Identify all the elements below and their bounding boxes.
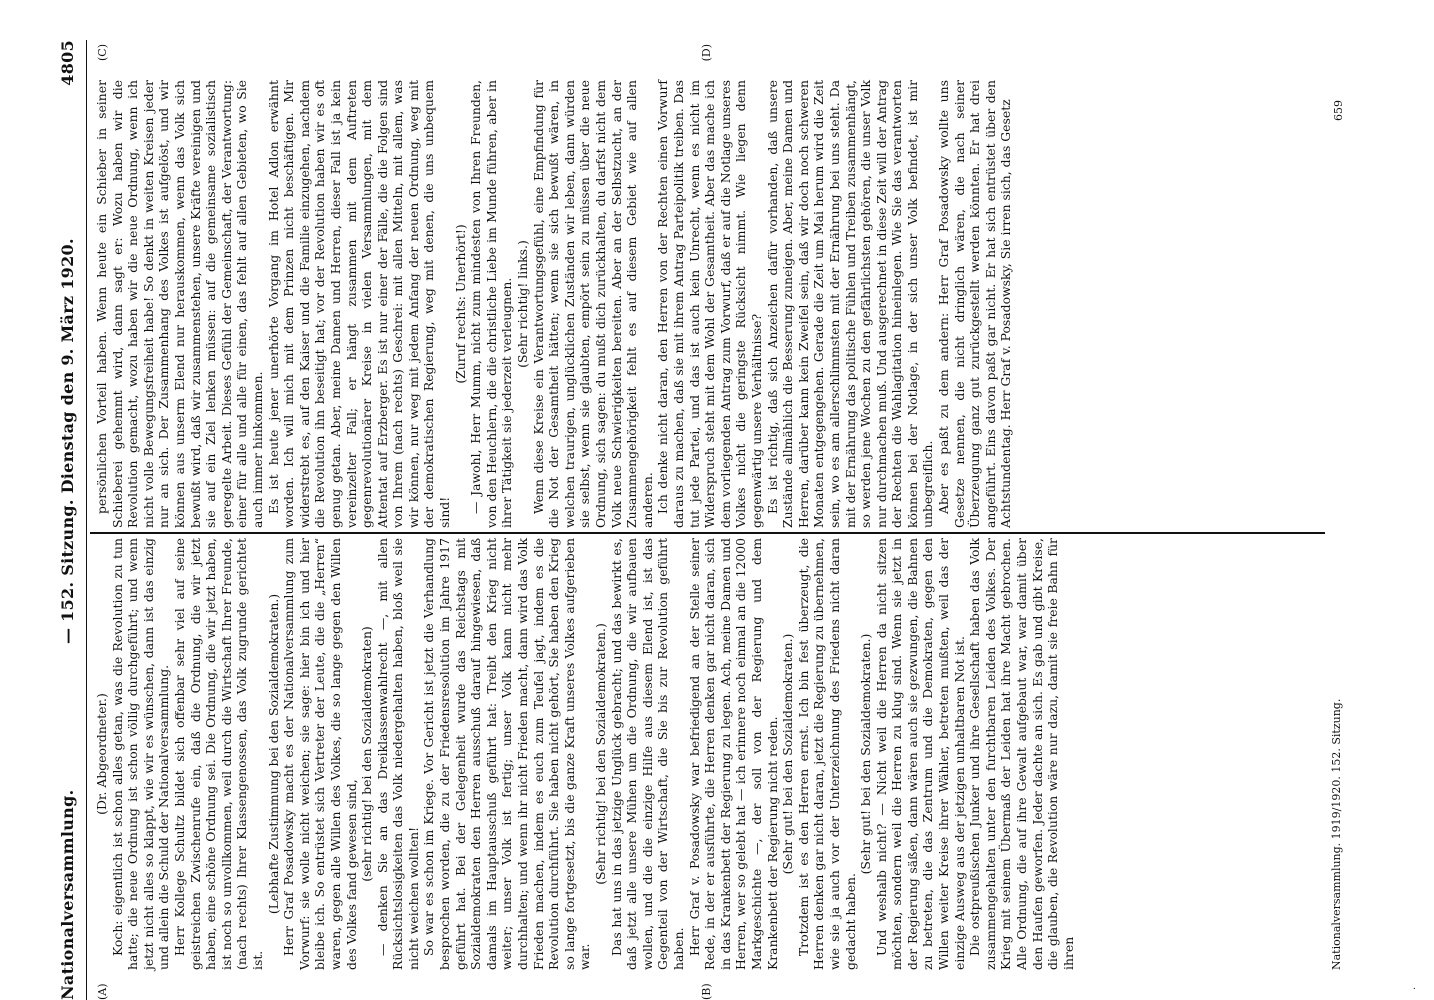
document-page [0,40,1355,1000]
right-column-paragraph: Ich denke nicht daran, den Herren von der Rechten einen Vorwurf daraus zu machen, daß sie mit ihrem Antrag Parteipolitik treiben. Das tut jede Partei, und das ist auch kein Unrecht, wenn es nicht im Widerspruch steht mit dem Wohl der Gesamtheit. Aber das mache ich dem vorliegenden Antrag zum Vorwurf, daß er auf die Notlage unseres Volkes nicht die geringste Rücksicht nimmt. Wie liegen denn gegenwärtig unsere Verhältnisse? [655,80,764,528]
header-left: Nationalversammlung. [58,789,77,1000]
right-column-paragraph: — Jawohl, Herr Mumm, nicht zum mindesten von Ihren Freunden, von den Heuchlern, die die christliche Liebe im Munde führen, aber in ihrer Tätigkeit sie jederzeit verleugnen. [468,80,515,528]
right-column-paragraph: Es ist richtig, daß sich Anzeichen dafür vorhanden, daß unsere Zustände allmählich die Besserung zuneigen. Aber, meine Damen und Herren, darüber kann kein Zweifel sein, daß wir doch noch schweren Monaten entgegengehen. Gerade die Zeit um Mai herum wird die Zeit sein, wo es am allerschlimmsten mit der Ernährung bei uns steht. Da mit der Ernährung das politische Fühlen und Treiben zusammenhängt, so werden jene Wochen zu den gefährlichsten gehören, die unser Volk nur durchmachen muß. Und ausgerechnet in diese Zeit will der Antrag der Rechten die Wahlagitation hineinlegen. Wie Sie das verantworten können bei der Notlage, in der sich unser Volk befindet, ist mir unbegreiflich. [764,80,936,528]
margin-marker-d: (D) [700,44,713,62]
header-page-number: 4805 [58,40,77,86]
left-column-paragraph: (sehr richtig! bei den Sozialdemokraten) [359,626,375,882]
page-footer: Nationalversammlung. 1919/1920. 152. Sitzung. [1330,698,1343,970]
left-column-paragraph: Herr Kollege Schultz bildet sich offenbar sehr viel auf seine geistreichen Zwischenrufe ein, daß die Ordnung, die wir jetzt haben, eine schöne Ordnung sei. Die Ordnung, die wir jetzt haben, ist noch so unvollkommen, weil durch die Wirtschaft Ihrer Freunde, (nach rechts) Ihrer Klassengenossen, das Volk zugrunde gerichtet ist. [171,538,265,970]
right-column-paragraph: (Zuruf rechts: Unerhört!) [452,224,468,384]
header-center: — 152. Sitzung. Dienstag den 9. März 1920. [58,238,77,644]
left-column-paragraph: (Sehr gut! bei den Sozialdemokraten.) [780,633,796,875]
digitization-strip: · [1410,986,1421,990]
right-column-paragraph: persönlichen Vorteil haben. Wenn heute ein Schieber in seiner Schieberei gehemmt wird, dann sagt er: Wozu haben wir die Revolution gemacht, wozu haben wir die neue Ordnung, wenn ich nicht volle Bewegungsfreiheit habe! So denkt in weiten Kreisen jeder nur an sich. Der Zusammenhang des Volkes ist aufgelöst, und wir können aus unserm Elend nur herauskommen, wenn das Volk sich bewußt wird, daß wir zusammenstehen, unsere Kräfte vereinigen und sie auf ein Ziel lenken müssen: auf die gemeinsame sozialistisch geregelte Arbeit. Dieses Gefühl der Gemeinschaft, der Verantwortung: einer für alle und alle für einen, das fehlt auf allen Gebieten, wo Sie auch immer hinkommen. [94,80,265,528]
left-column-paragraph: (Sehr gut! bei den Sozialdemokraten.) [858,633,874,875]
column-divider [90,532,1325,534]
left-column-paragraph: (Sehr richtig! bei den Sozialdemokraten.) [593,623,608,885]
right-column-paragraph: Es ist heute jener unerhörte Vorgang im Hotel Adlon erwähnt worden. Ich will mich mit dem Prinzen nicht beschäftigen. Mir widerstrebt es, auf den Kaiser und die Familie einzugehen, nachdem die Revolution ihn beseitigt hat; vor der Revolution haben wir es oft genug getan. Aber, meine Damen und Herren, dieser Fall ist ja kein vereinzelter Fall; er hängt zusammen mit dem Auftreten gegenrevolutionärer Kreise in vielen Versammlungen, mit dem Attentat auf Erzberger. Es ist nur einer der Fälle, die die Folgen sind von Ihrem (nach rechts) Geschrei: mit allen Mitteln, mit allem, was wir können, nur weg mit jedem Anfang der neuen Ordnung, weg mit der demokratischen Regierung, weg mit denen, die uns unbequem sind! [265,80,453,528]
left-column [94,538,1325,1000]
left-column-paragraph: Das hat uns in das jetzige Unglück gebracht; und das bewirkt es, daß jetzt alle unsere Mühen um die Ordnung, die wir aufbauen wollen, und die die einzige Hilfe aus diesem Elend ist, ist das Gegenteil von der Wirtschaft, die Sie bis zur Revolution geführt haben. [608,538,686,970]
margin-marker-c: (C) [96,44,109,61]
sheet-number: 659 [1332,100,1345,121]
left-column-paragraph: So war es schon im Kriege. Vor Gericht ist jetzt die Verhandlung besprochen worden, die zu der Friedensresolution im Jahre 1917 geführt hat. Bei der Gelegenheit wurde das Reichstags mit Sozialdemokraten den Herren ausschuß darauf hingewiesen, daß damals im Hauptausschuß geführt hat: Treibt den Krieg nicht weiter; unser Volk ist fertig; unser Volk kann nicht mehr durchhalten; und wenn ihr nicht Frieden macht, dann wird das Volk Frieden machen, indem es euch zum Teufel jagt, indem es die Revolution durchführt. Sie haben nicht gehört, Sie haben den Krieg so lange fortgesetzt, bis die ganze Kraft unseres Volkes aufgerieben war. [421,538,593,970]
margin-marker-b: (B) [700,983,713,1000]
left-column-paragraph: Herr Graf v. Posadowsky war befriedigend an der Stelle seiner Rede, in der er ausführte, die Herren denken gar nicht daran, sich in das Krankenbett der Regierung zu legen. Ach, meine Damen und Herren, wer so gelebt hat — ich erinnere noch einmal an die 12000 Markgeschichte —, der soll von der Regierung und dem Krankenbett der Regierung nicht reden. [686,538,780,970]
right-column-paragraph: Wenn diese Kreise ein Verantwortungsgefühl, eine Empfindung für die Not der Gesamtheit hätten; wenn sie sich bewußt wären, in welchen traurigen, unglücklichen Zuständen wir leben, dann würden sie selbst, wenn sie glaubten, empört sein zu müssen über die neue Ordnung, sich sagen: du mußt dich zurückhalten, du darfst nicht dem Volk neue Schwierigkeiten bereiten. Aber an der Selbstzucht, an der Zusammengehörigkeit fehlt es auf diesem Gebiet wie auf allen anderen. [530,80,655,528]
left-column-paragraph: (Lebhafte Zustimmung bei den Sozialdemokraten.) [265,593,281,915]
left-column-paragraph: Die ostpreußischen Junker und ihre Gesellschaft haben das Volk zusammengehalten unter den furchtbaren Leiden des Volkes. Der Krieg mit seinem Übermaß der Leiden hat ihre Macht gebrochen. Alle Ordnung, die auf ihre Gewalt aufgebaut war, war damit über den Haufen geworfen. Jeder dachte an sich. Es gab und gibt Kreise, die glauben, die Revolution wäre nur dazu, damit sie freie Bahn für ihren [967,538,1076,970]
left-column-paragraph: — denken Sie an das Dreiklassenwahlrecht —, mit allen Rücksichtslosigkeiten das Volk niedergehalten haben, bloß weil sie nicht weichen wollten! [374,538,421,970]
right-column-paragraph: Aber es paßt zu dem andern: Herr Graf Posadowsky wollte uns Gesetze nennen, die nicht dringlich wären, die nach seiner Überzeugung ganz gut zurückgestellt werden könnten. Er hat drei angeführt. Eins davon paßt gar nicht. Er hat sich entrüstet über den Achtstundentag. Herr Graf v. Posadowsky, Sie irren sich, das Gesetz [936,80,1014,528]
right-paragraphs [94,80,1014,528]
page-header [58,40,84,1000]
left-column-paragraph: Herr Graf Posadowsky macht es der Nationalversammlung zum Vorwurf: sie wolle nicht weichen; sie sage: hier bin ich und hier bleibe ich. So entrüstet sich Vertreter der Leute, die die „Herren“ waren, gegen alle Willen des Volkes, die so lange gegen den Willen des Volkes fand gewesen sind, [281,538,359,970]
left-paragraphs [110,538,1077,970]
left-column-paragraph: Und weshalb nicht? — Nicht weil die Herren da nicht sitzen möchten, sondern weil die Herren zu klug sind. Wenn sie jetzt in der Regierung säßen, dann wären auch sie gezwungen, die Bahnen zu betreten, die das Zentrum und die Demokraten, gegen den Willen weiter Kreise ihrer Wähler, betreten mußten, weil das der einzige Ausweg aus der jetzigen unhaltbaren Not ist. [873,538,967,970]
margin-marker-a: (A) [96,983,109,1000]
left-column-paragraph: Trotzdem ist es den Herren ernst. Ich bin fest überzeugt, die Herren denken gar nicht daran, jetzt die Regierung zu übernehmen, wie sie ja auch vor der Unterzeichnung des Friedens nicht daran gedacht haben. [795,538,858,970]
speaker-reference: (Dr. Abgeordneter.) [94,693,109,815]
right-column [94,50,1325,528]
left-column-paragraph: Koch: eigentlich ist schon alles getan, was die Revolution zu tun hatte; die neue Ordnung ist schon völlig durchgeführt; und wenn jetzt nicht alles so klappt, wie wir es wünschen, dann ist das einzig und allein die Schuld der Nationalversammlung. [109,538,172,970]
header-rule [86,40,87,1000]
right-column-paragraph: (Sehr richtig! links.) [515,240,531,368]
